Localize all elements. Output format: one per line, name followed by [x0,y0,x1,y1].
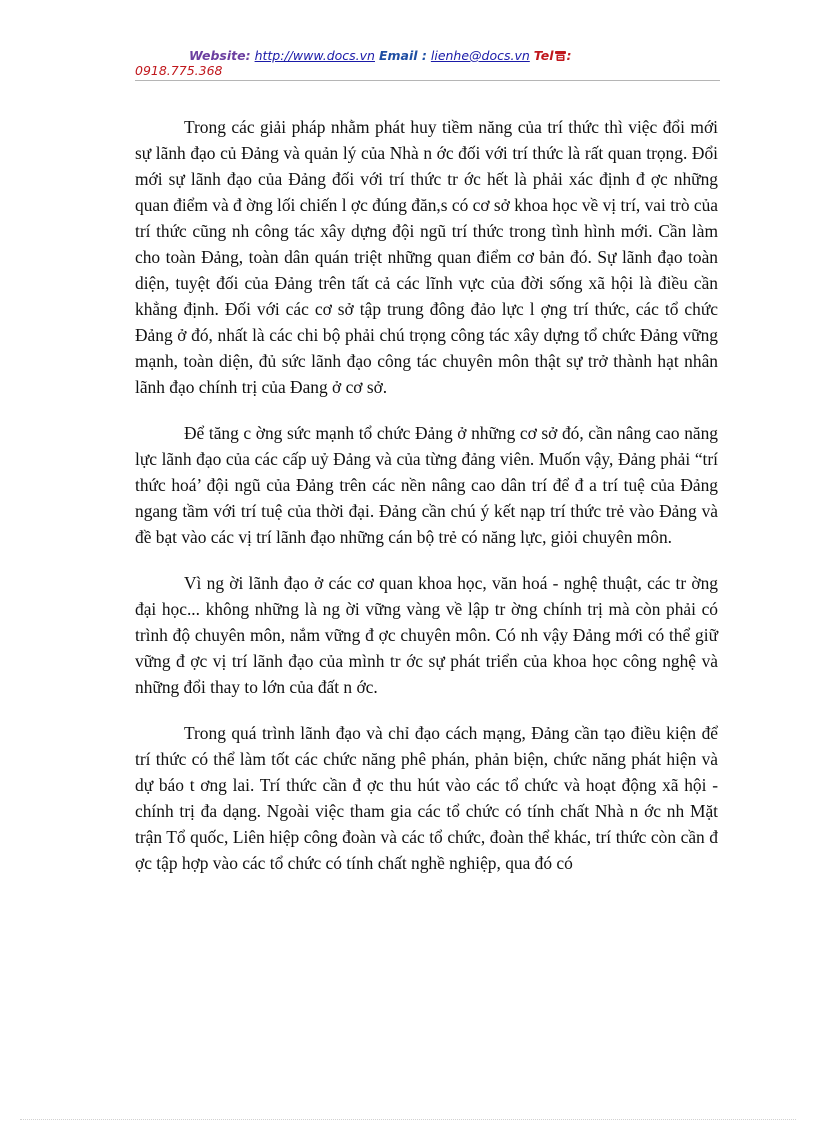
email-label: Email : [378,48,427,63]
tel-suffix: : [566,48,572,63]
paragraph: Vì ng ời lãnh đạo ở các cơ quan khoa học, văn hoá - nghệ thuật, các tr ờng đại học... không những là ng ời vững vàng về lập tr ờng chính trị mà còn phải có trình độ chuyên môn, nắm vững đ ợc chuyên môn. Có nh vậy Đảng mới có thể giữ vững đ ợc vị trí lãnh đạo của mình tr ớc sự phát triển của khoa học công nghệ và những đổi thay to lớn của đất n ớc. [135,573,718,697]
header-contact-line [135,48,720,63]
page-header [135,48,720,78]
header-divider [135,80,720,81]
paragraph: Trong quá trình lãnh đạo và chỉ đạo cách mạng, Đảng cần tạo điều kiện để trí thức có thể làm tốt các chức năng phê phán, phản biện, chức năng phát hiện và dự báo t ơng lai. Trí thức cần đ ợc thu hút vào các tổ chức và hoạt động xã hội - chính trị đa dạng. Ngoài việc tham gia các tổ chức có tính chất Nhà n ớc nh Mặt trận Tổ quốc, Liên hiệp công đoàn và các tổ chức, đoàn thể khác, trí thức còn cần đ ợc tập hợp vào các tổ chức có tính chất nghề nghiệp, qua đó có [135,723,718,873]
phone-number: 0918.775.368 [135,63,223,78]
website-link[interactable]: http://www.docs.vn [254,48,375,63]
paragraph: Trong các giải pháp nhằm phát huy tiềm năng của trí thức thì việc đổi mới sự lãnh đạo củ Đảng và quản lý của Nhà n ớc đối với trí thức là rất quan trọng. Đổi mới sự lãnh đạo của Đảng đối với trí thức tr ớc hết là phải xác định đ ợc những quan điểm và đ ờng lối chiến l ợc đúng đăn,s có cơ sở khoa học về vị trí, vai trò của trí thức cũng nh công tác xây dựng đội ngũ trí thức trong tình hình mới. Cần làm cho toàn Đảng, toàn dân quán triệt những quan điểm cơ bản đó. Sự lãnh đạo toàn diện, tuyệt đối của Đảng trên tất cả các lĩnh vực của đời sống xã hội là điều cần khẳng định. Đối với các cơ sở tập trung đông đảo lực l ợng trí thức, các tổ chức Đảng ở đó, nhất là các chi bộ phải chú trọng công tác xây dựng tổ chức Đảng vững mạnh, toàn diện, đủ sức lãnh đạo công tác chuyên môn thật sự trở thành hạt nhân lãnh đạo chính trị của Đang ở cơ sở. [135,117,718,397]
phone-icon [555,51,566,61]
footer-divider [20,1119,796,1120]
website-label: Website: [189,48,251,63]
paragraph: Để tăng c ờng sức mạnh tổ chức Đảng ở những cơ sở đó, cần nâng cao năng lực lãnh đạo của các cấp uỷ Đảng và của từng đảng viên. Muốn vậy, Đảng phải “trí thức hoá’ đội ngũ của Đảng trên các nền nâng cao dân trí để đ a trí tuệ của Đảng ngang tầm với trí tuệ của thời đại. Đảng cần chú ý kết nạp trí thức trẻ vào Đảng và đề bạt vào các vị trí lãnh đạo những cán bộ trẻ có năng lực, giỏi chuyên môn. [135,423,718,547]
document-body [135,114,718,896]
tel-label: Tel [533,48,554,63]
email-link[interactable]: lienhe@docs.vn [430,48,530,63]
